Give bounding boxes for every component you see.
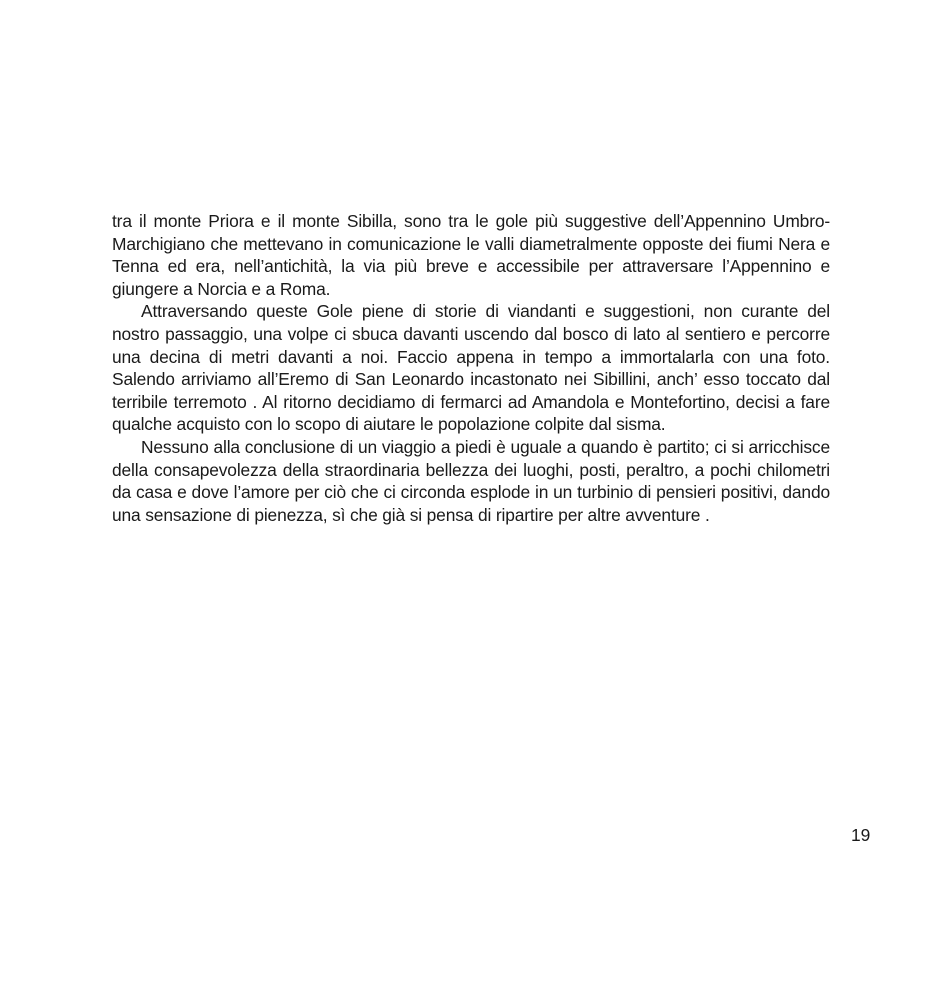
paragraph-2: Attraversando queste Gole piene di storie di viandanti e suggestioni, non curante del nostro passaggio, una volpe ci sbuca davanti uscendo dal bosco di lato al sentiero e percorre una decina di metri davanti a noi. Faccio appena in tempo a immortalarla con una foto. Salendo arriviamo all’Eremo di San Leonardo incastonato nei Sibillini, anch’ esso toccato dal terribile terremoto . Al ritorno decidiamo di fermarci ad Amandola e Montefortino, decisi a fare qualche acquisto con lo scopo di aiutare le popolazione colpite dal sisma. <box>112 301 830 435</box>
body-text <box>112 210 830 526</box>
page-number: 19 <box>851 825 871 845</box>
paragraph-1: tra il monte Priora e il monte Sibilla, sono tra le gole più suggestive dell’Appennino Umbro-Marchigiano che mettevano in comunicazione le valli diametralmente opposte dei fiumi Nera e Tenna ed era, nell’antichità, la via più breve e accessibile per attraversare l’Appennino e giungere a Norcia e a Roma. <box>112 211 830 299</box>
paragraph-3: Nessuno alla conclusione di un viaggio a piedi è uguale a quando è partito; ci si arricchisce della consapevolezza della straordinaria bellezza dei luoghi, posti, peraltro, a pochi chilometri da casa e dove l’amore per ciò che ci circonda esplode in un turbinio di pensieri positivi, dando una sensazione di pienezza, sì che già si pensa di ripartire per altre avventure . <box>112 436 830 525</box>
